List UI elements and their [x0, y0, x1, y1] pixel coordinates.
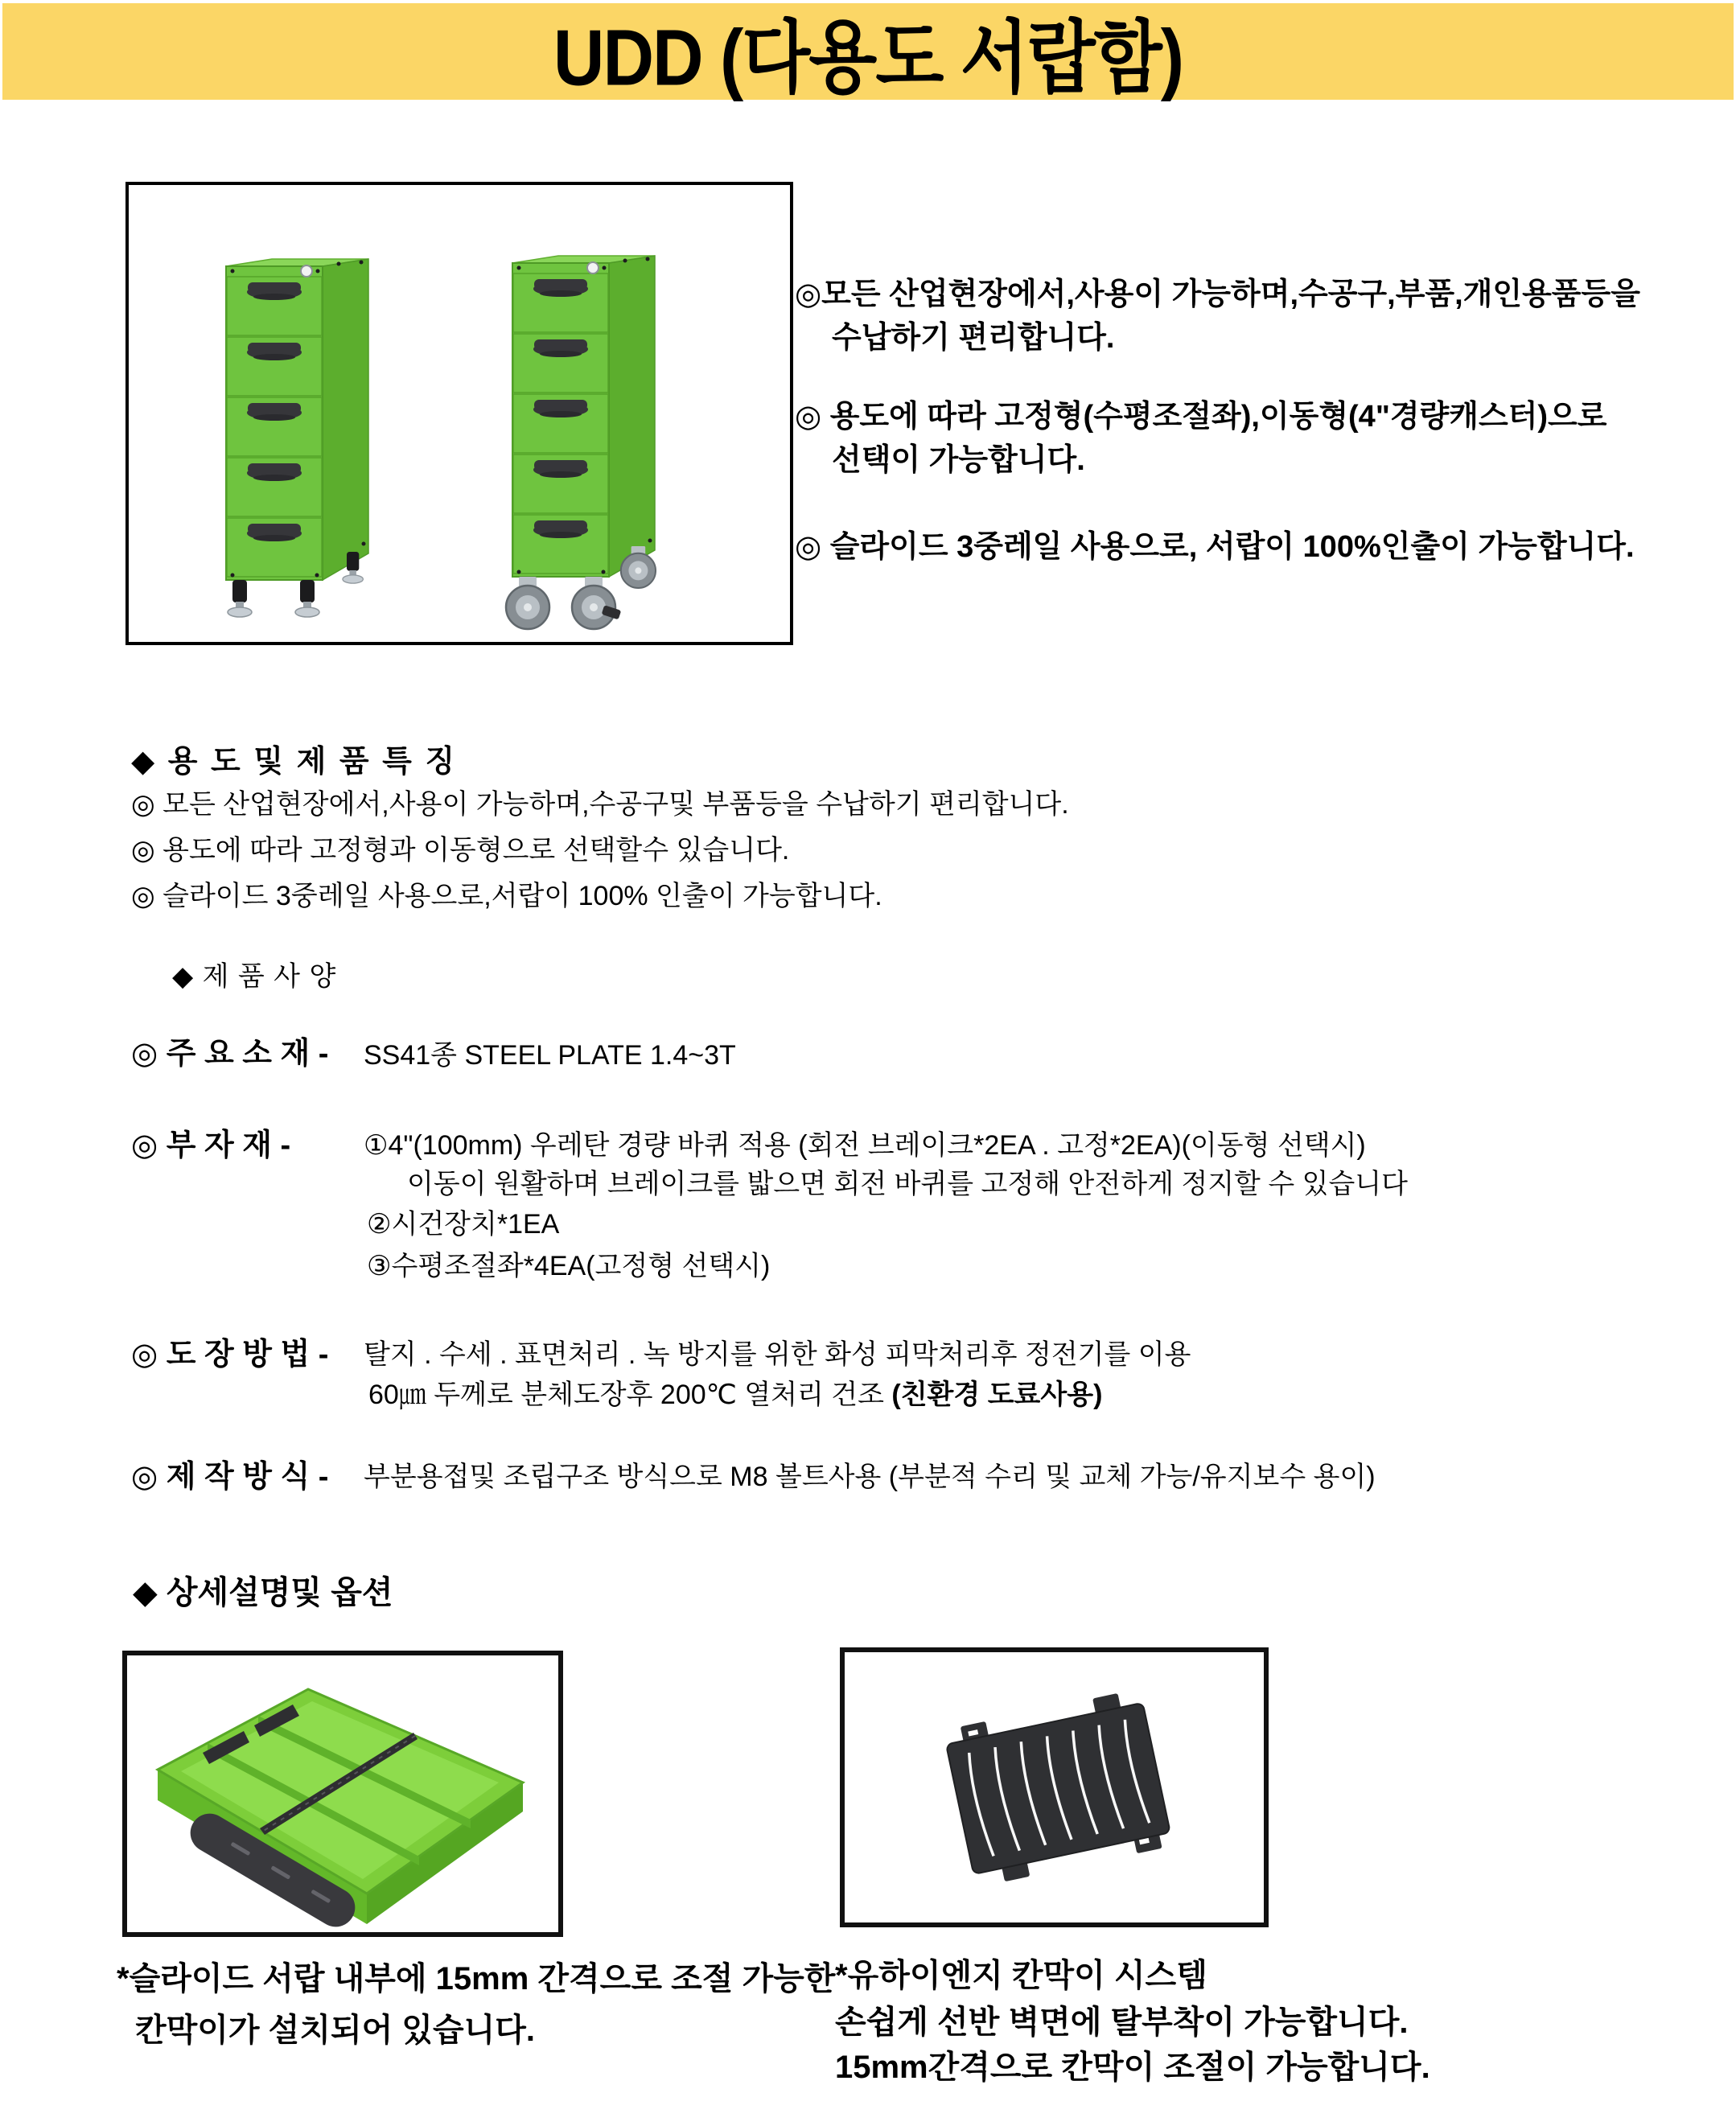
intro-bullet-2-line-2: 선택이 가능합니다. — [832, 443, 1085, 477]
left-caption-line-1: *슬라이드 서랍 내부에 15mm 간격으로 조절 가능한 — [117, 1961, 836, 1996]
spec-coating-line-2-bold: (친환경 도료사용) — [891, 1380, 1103, 1410]
left-caption-line-2: 칸막이가 설치되어 있습니다. — [135, 2013, 536, 2048]
spec-coating-line-1: 탈지 . 수세 . 표면처리 . 녹 방지를 위한 화성 피막처리후 정전기를 이용 — [364, 1339, 1191, 1370]
spec-coating-line-2 — [368, 1372, 1102, 1412]
spec-build-line-1: 부분용접및 조립구조 방식으로 M8 볼트사용 (부분적 수리 및 교체 가능/유지보수 용이) — [364, 1462, 1376, 1492]
spec-parts-line-3: ②시건장치*1EA — [367, 1209, 560, 1240]
spec-parts-label: ◎ 부 자 재 - — [131, 1129, 291, 1162]
product-photo-image — [129, 185, 790, 642]
options-heading: ◆ 상세설명및 옵션 — [133, 1575, 393, 1610]
page-title: UDD (다용도 서랍함) — [553, 12, 1183, 102]
spec-build-label: ◎ 제 작 방 식 - — [131, 1460, 329, 1494]
drawer-tray-image — [127, 1655, 558, 1932]
feature-item-2: ◎ 용도에 따라 고정형과 이동형으로 선택할수 있습니다. — [131, 835, 790, 866]
intro-bullet-3: ◎ 슬라이드 3중레일 사용으로, 서랍이 100%인출이 가능합니다. — [795, 530, 1635, 564]
intro-bullet-1-line-2: 수납하기 편리합니다. — [832, 321, 1115, 355]
features-heading: ◆ 용 도 및 제 품 특 징 — [131, 745, 458, 779]
cabinet-mobile-image — [506, 256, 656, 629]
drawer-tray-photo-box — [122, 1651, 563, 1937]
specs-heading: ◆ 제 품 사 양 — [172, 961, 337, 992]
divider-panel-photo-box — [840, 1647, 1269, 1927]
spec-material-label: ◎ 주 요 소 재 - — [131, 1037, 329, 1071]
feature-item-1: ◎ 모든 산업현장에서,사용이 가능하며,수공구및 부품등을 수납하기 편리합니다. — [131, 789, 1069, 820]
right-caption-line-2: 손쉽게 선반 벽면에 탈부착이 가능합니다. — [835, 2005, 1409, 2040]
spec-coating-line-2-regular: 60㎛ 두께로 분체도장후 200℃ 열처리 건조 — [368, 1380, 892, 1410]
spec-parts-line-2: 이동이 원활하며 브레이크를 밟으면 회전 바퀴를 고정해 안전하게 정지할 수 있습니다 — [407, 1169, 1408, 1199]
spec-coating-label: ◎ 도 장 방 법 - — [131, 1338, 329, 1371]
right-caption-line-3: 15mm간격으로 칸막이 조절이 가능합니다. — [835, 2050, 1430, 2085]
spec-parts-line-1: ①4"(100mm) 우레탄 경량 바퀴 적용 (회전 브레이크*2EA . 고정*2EA)(이동형 선택시) — [364, 1130, 1366, 1161]
feature-item-3: ◎ 슬라이드 3중레일 사용으로,서랍이 100% 인출이 가능합니다. — [131, 881, 882, 911]
spec-material-value: SS41종 STEEL PLATE 1.4~3T — [364, 1040, 736, 1071]
lock-icon — [301, 265, 312, 277]
intro-bullet-2-line-1: ◎ 용도에 따라 고정형(수평조절좌),이동형(4"경량캐스터)으로 — [795, 400, 1607, 434]
intro-bullet-1-line-1: ◎모든 산업현장에서,사용이 가능하며,수공구,부품,개인용품등을 — [795, 278, 1640, 311]
title-banner — [2, 3, 1734, 100]
lock-icon — [587, 262, 599, 273]
cabinet-fixed-image — [226, 259, 368, 617]
right-caption-line-1: *유하이엔지 칸막이 시스템 — [835, 1958, 1207, 1993]
product-photo-box — [125, 182, 793, 645]
divider-panel-image — [845, 1652, 1264, 1922]
spec-parts-line-4: ③수평조절좌*4EA(고정형 선택시) — [367, 1251, 771, 1281]
